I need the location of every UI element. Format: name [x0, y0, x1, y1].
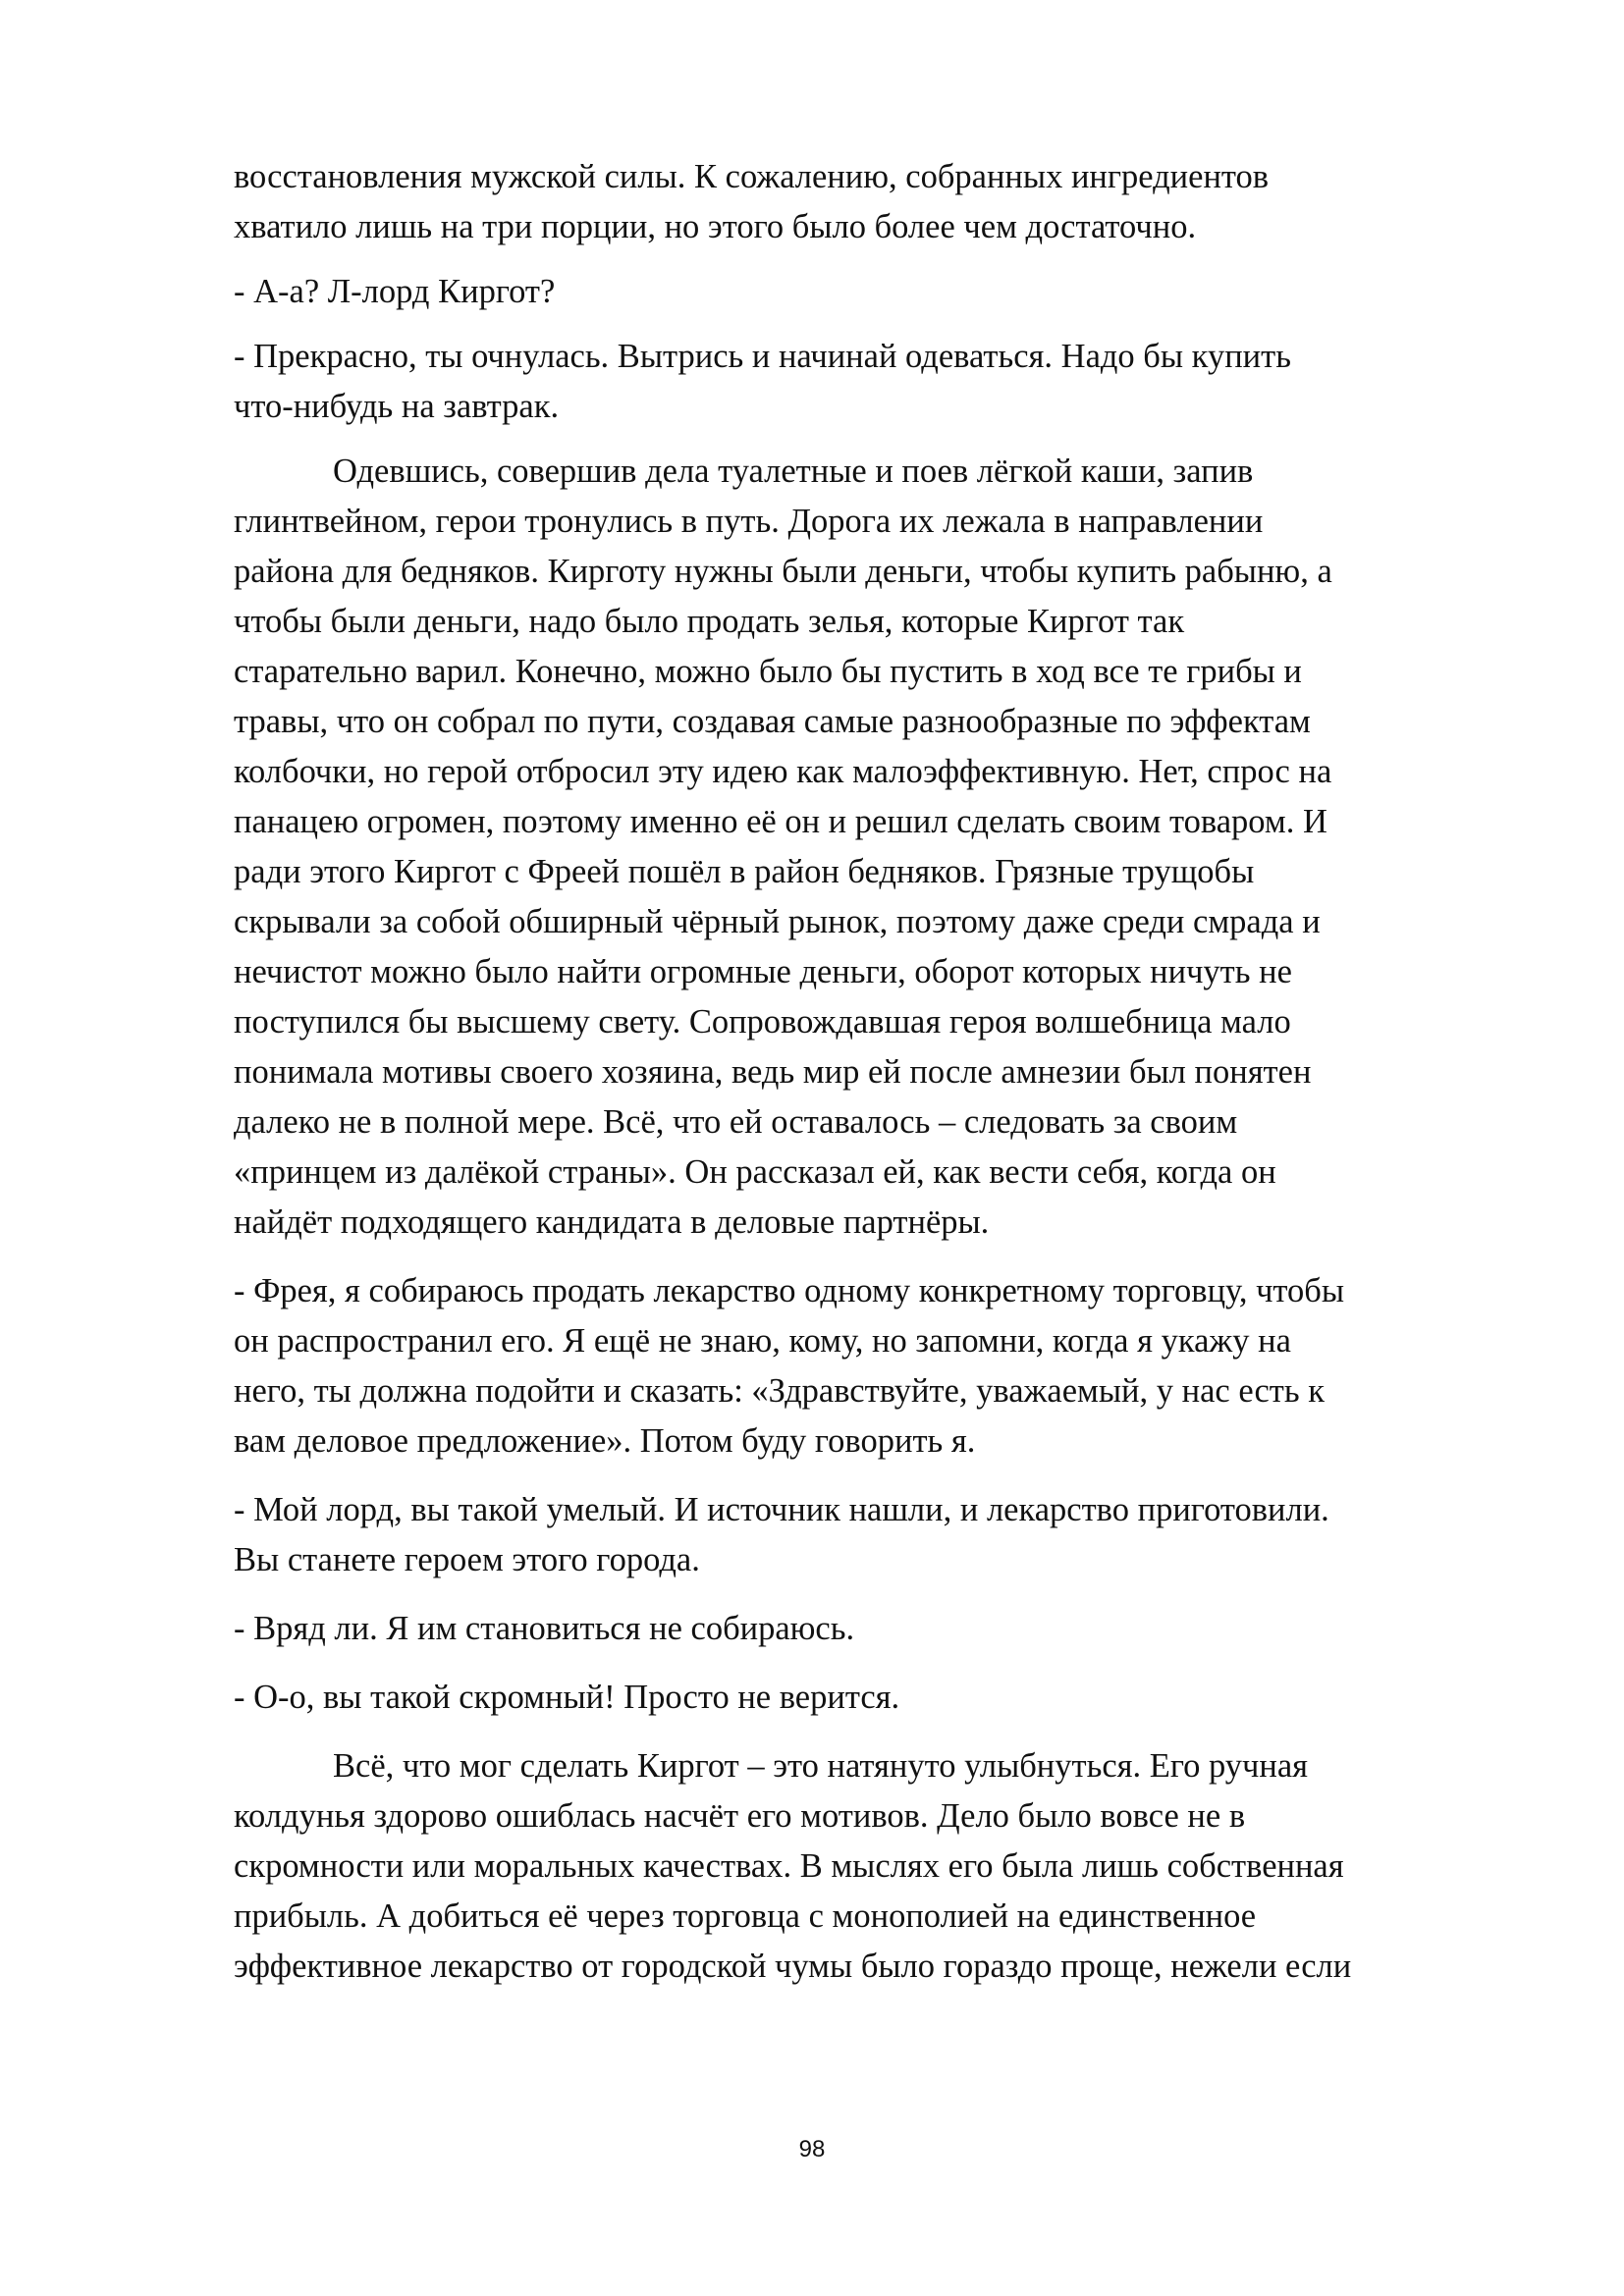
paragraph-dialogue	[234, 1266, 1510, 1467]
text-line: панацею огромен, поэтому именно её он и решил сделать своим товаром. И	[234, 803, 1327, 840]
text-line: - Фрея, я собираюсь продать лекарство одному конкретному торговцу, чтобы	[234, 1272, 1345, 1309]
text-line: чтобы были деньги, надо было продать зелья, которые Киргот так	[234, 603, 1185, 640]
text-line: - О-о, вы такой скромный! Просто не верится.	[234, 1679, 900, 1716]
text-line: - Мой лорд, вы такой умелый. И источник нашли, и лекарство приготовили.	[234, 1491, 1329, 1528]
text-line: Всё, что мог сделать Киргот – это натянуто улыбнуться. Его ручная	[333, 1747, 1309, 1785]
text-line: - А-а? Л-лорд Киргот?	[234, 273, 556, 310]
paragraph-narration	[234, 1741, 1510, 1992]
text-line: что-нибудь на завтрак.	[234, 388, 560, 425]
text-line: Одевшись, совершив дела туалетные и поев лёгкой каши, запив	[333, 453, 1254, 490]
text-line: прибыль. А добиться её через торговца с монополией на единственное	[234, 1897, 1257, 1935]
text-line: далеко не в полной мере. Всё, что ей оставалось – следовать за своим	[234, 1103, 1238, 1141]
text-line: понимала мотивы своего хозяина, ведь мир ей после амнезии был понятен	[234, 1053, 1312, 1091]
paragraph-dialogue	[234, 267, 1510, 317]
text-line: эффективное лекарство от городской чумы было гораздо проще, нежели если	[234, 1948, 1352, 1985]
text-line: района для бедняков. Кирготу нужны были деньги, чтобы купить рабыню, а	[234, 553, 1332, 590]
text-line: - Прекрасно, ты очнулась. Вытрись и начинай одеваться. Надо бы купить	[234, 338, 1291, 375]
text-line: скромности или моральных качествах. В мыслях его была лишь собственная	[234, 1847, 1344, 1885]
text-line: - Вряд ли. Я им становиться не собираюсь.	[234, 1610, 855, 1647]
paragraph-dialogue	[234, 1485, 1510, 1585]
text-line: колбочки, но герой отбросил эту идею как малоэффективную. Нет, спрос на	[234, 753, 1332, 790]
text-line: найдёт подходящего кандидата в деловые партнёры.	[234, 1203, 990, 1241]
text-line: нечистот можно было найти огромные деньги, оборот которых ничуть не	[234, 953, 1292, 990]
text-line: скрывали за собой обширный чёрный рынок, поэтому даже среди смрада и	[234, 903, 1321, 940]
body-text	[234, 152, 1510, 1992]
text-line: травы, что он собрал по пути, создавая самые разнообразные по эффектам	[234, 703, 1311, 740]
paragraph-narration	[234, 447, 1510, 1248]
text-line: Вы станете героем этого города.	[234, 1541, 700, 1578]
text-line: «принцем из далёкой страны». Он рассказал ей, как вести себя, когда он	[234, 1153, 1276, 1191]
text-line: хватило лишь на три порции, но этого было более чем достаточно.	[234, 208, 1197, 245]
text-line: восстановления мужской силы. К сожалению, собранных ингредиентов	[234, 158, 1270, 195]
text-line: него, ты должна подойти и сказать: «Здравствуйте, уважаемый, у нас есть к	[234, 1372, 1326, 1410]
text-line: он распространил его. Я ещё не знаю, кому, но запомни, когда я укажу на	[234, 1322, 1291, 1360]
page-number: 98	[798, 2136, 826, 2163]
text-line: глинтвейном, герои тронулись в путь. Дорога их лежала в направлении	[234, 503, 1264, 540]
text-line: колдунья здорово ошиблась насчёт его мотивов. Дело было вовсе не в	[234, 1797, 1246, 1835]
paragraph-narration-continued	[234, 152, 1510, 252]
paragraph-dialogue	[234, 332, 1510, 432]
text-line: старательно варил. Конечно, можно было бы пустить в ход все те грибы и	[234, 653, 1302, 690]
text-line: поступился бы высшему свету. Сопровождавшая героя волшебница мало	[234, 1003, 1291, 1041]
paragraph-dialogue	[234, 1604, 1510, 1654]
text-line: вам деловое предложение». Потом буду говорить я.	[234, 1422, 976, 1460]
paragraph-dialogue	[234, 1673, 1510, 1723]
text-line: ради этого Киргот с Фреей пошёл в район бедняков. Грязные трущобы	[234, 853, 1255, 890]
